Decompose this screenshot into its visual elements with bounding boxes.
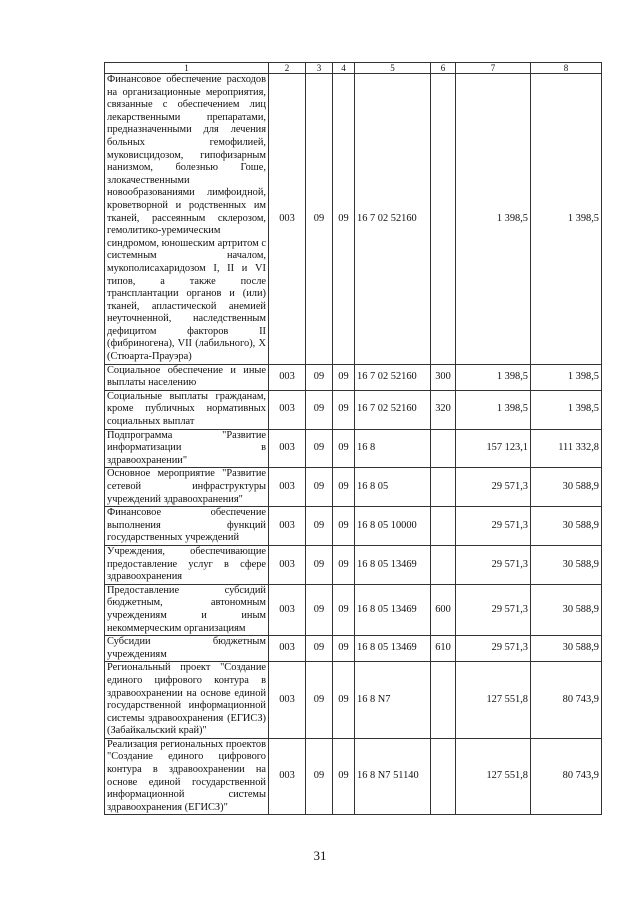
target-article: 16 8 05 13469 bbox=[355, 584, 431, 635]
amount-year-2: 1 398,5 bbox=[531, 364, 602, 390]
amount-year-1: 29 571,3 bbox=[456, 636, 531, 662]
section-code: 09 bbox=[306, 545, 333, 584]
expense-type bbox=[431, 507, 456, 546]
col-header-5: 5 bbox=[355, 63, 431, 74]
expense-type bbox=[431, 545, 456, 584]
amount-year-2: 30 588,9 bbox=[531, 584, 602, 635]
amount-year-2: 1 398,5 bbox=[531, 390, 602, 429]
subsection-code: 09 bbox=[333, 662, 355, 739]
col-header-7: 7 bbox=[456, 63, 531, 74]
expense-type bbox=[431, 468, 456, 507]
col-header-4: 4 bbox=[333, 63, 355, 74]
expense-type bbox=[431, 738, 456, 815]
admin-code: 003 bbox=[269, 662, 306, 739]
admin-code: 003 bbox=[269, 545, 306, 584]
admin-code: 003 bbox=[269, 468, 306, 507]
subsection-code: 09 bbox=[333, 584, 355, 635]
section-code: 09 bbox=[306, 390, 333, 429]
table-row bbox=[105, 662, 602, 739]
amount-year-2: 80 743,9 bbox=[531, 662, 602, 739]
col-header-8: 8 bbox=[531, 63, 602, 74]
expense-type bbox=[431, 429, 456, 468]
admin-code: 003 bbox=[269, 390, 306, 429]
col-header-6: 6 bbox=[431, 63, 456, 74]
page-number: 31 bbox=[313, 848, 327, 863]
target-article: 16 8 N7 51140 bbox=[355, 738, 431, 815]
budget-table bbox=[104, 62, 602, 815]
section-code: 09 bbox=[306, 74, 333, 365]
section-code: 09 bbox=[306, 584, 333, 635]
amount-year-1: 1 398,5 bbox=[456, 74, 531, 365]
amount-year-1: 157 123,1 bbox=[456, 429, 531, 468]
amount-year-1: 127 551,8 bbox=[456, 662, 531, 739]
subsection-code: 09 bbox=[333, 738, 355, 815]
admin-code: 003 bbox=[269, 74, 306, 365]
row-name: Социальное обеспечение и иные выплаты населению bbox=[105, 364, 269, 390]
table-row bbox=[105, 636, 602, 662]
section-code: 09 bbox=[306, 738, 333, 815]
target-article: 16 8 05 10000 bbox=[355, 507, 431, 546]
expense-type: 320 bbox=[431, 390, 456, 429]
row-name: Региональный проект "Создание единого цифрового контура в здравоохранении на основе единой государственной информационной системы здравоохранения (ЕГИСЗ) (Забайкальский край)" bbox=[105, 662, 269, 739]
row-name: Учреждения, обеспечивающие предоставление услуг в сфере здравоохранения bbox=[105, 545, 269, 584]
subsection-code: 09 bbox=[333, 545, 355, 584]
amount-year-2: 1 398,5 bbox=[531, 74, 602, 365]
target-article: 16 8 05 13469 bbox=[355, 636, 431, 662]
table-row bbox=[105, 364, 602, 390]
amount-year-2: 30 588,9 bbox=[531, 468, 602, 507]
amount-year-1: 29 571,3 bbox=[456, 468, 531, 507]
expense-type: 600 bbox=[431, 584, 456, 635]
amount-year-1: 127 551,8 bbox=[456, 738, 531, 815]
subsection-code: 09 bbox=[333, 390, 355, 429]
section-code: 09 bbox=[306, 507, 333, 546]
admin-code: 003 bbox=[269, 507, 306, 546]
table-row bbox=[105, 507, 602, 546]
admin-code: 003 bbox=[269, 584, 306, 635]
section-code: 09 bbox=[306, 636, 333, 662]
subsection-code: 09 bbox=[333, 364, 355, 390]
table-row bbox=[105, 738, 602, 815]
expense-type: 610 bbox=[431, 636, 456, 662]
subsection-code: 09 bbox=[333, 74, 355, 365]
admin-code: 003 bbox=[269, 364, 306, 390]
expense-type bbox=[431, 74, 456, 365]
section-code: 09 bbox=[306, 364, 333, 390]
amount-year-2: 111 332,8 bbox=[531, 429, 602, 468]
section-code: 09 bbox=[306, 429, 333, 468]
target-article: 16 8 N7 bbox=[355, 662, 431, 739]
amount-year-2: 80 743,9 bbox=[531, 738, 602, 815]
row-name: Предоставление субсидий бюджетным, автономным учреждениям и иным некоммерческим организациям bbox=[105, 584, 269, 635]
amount-year-1: 29 571,3 bbox=[456, 507, 531, 546]
section-code: 09 bbox=[306, 468, 333, 507]
table-row bbox=[105, 390, 602, 429]
row-name: Субсидии бюджетным учреждениям bbox=[105, 636, 269, 662]
table-row bbox=[105, 584, 602, 635]
admin-code: 003 bbox=[269, 636, 306, 662]
row-name: Основное мероприятие "Развитие сетевой инфраструктуры учреждений здравоохранения" bbox=[105, 468, 269, 507]
target-article: 16 7 02 52160 bbox=[355, 364, 431, 390]
table-row bbox=[105, 545, 602, 584]
subsection-code: 09 bbox=[333, 429, 355, 468]
row-name: Финансовое обеспечение выполнения функций государственных учреждений bbox=[105, 507, 269, 546]
section-code: 09 bbox=[306, 662, 333, 739]
subsection-code: 09 bbox=[333, 468, 355, 507]
col-header-2: 2 bbox=[269, 63, 306, 74]
amount-year-1: 29 571,3 bbox=[456, 584, 531, 635]
header-row bbox=[105, 63, 602, 74]
amount-year-2: 30 588,9 bbox=[531, 507, 602, 546]
subsection-code: 09 bbox=[333, 507, 355, 546]
target-article: 16 8 bbox=[355, 429, 431, 468]
table-row bbox=[105, 429, 602, 468]
target-article: 16 8 05 13469 bbox=[355, 545, 431, 584]
admin-code: 003 bbox=[269, 429, 306, 468]
amount-year-1: 1 398,5 bbox=[456, 390, 531, 429]
amount-year-1: 1 398,5 bbox=[456, 364, 531, 390]
row-name: Социальные выплаты гражданам, кроме публичных нормативных социальных выплат bbox=[105, 390, 269, 429]
row-name: Реализация региональных проектов "Создание единого цифрового контура в здравоохранении на основе единой государственной информационной системы здравоохранения (ЕГИСЗ)" bbox=[105, 738, 269, 815]
amount-year-2: 30 588,9 bbox=[531, 636, 602, 662]
table-row bbox=[105, 74, 602, 365]
admin-code: 003 bbox=[269, 738, 306, 815]
col-header-1: 1 bbox=[105, 63, 269, 74]
row-name: Подпрограмма "Развитие информатизации в здравоохранении" bbox=[105, 429, 269, 468]
subsection-code: 09 bbox=[333, 636, 355, 662]
table-row bbox=[105, 468, 602, 507]
target-article: 16 7 02 52160 bbox=[355, 74, 431, 365]
expense-type: 300 bbox=[431, 364, 456, 390]
col-header-3: 3 bbox=[306, 63, 333, 74]
row-name: Финансовое обеспечение расходов на организационные мероприятия, связанные с обеспечением лиц лекарственными препаратами, предназначенными для лечения больных гемофилией, муковисцидозом, гипофизарным нанизмом, болезнью Гоше, злокачественными новообразованиями лимфоидной, кроветворной и родственных им тканей, рассеянным склерозом, гемолитико-уремическим синдромом, юношеским артритом с системным началом, мукополисахаридозом I, II и VI типов, а также после трансплантации органов и (или) тканей, апластической анемией неуточненной, наследственным дефицитом факторов II (фибриногена), VII (лабильного), X (Стюарта-Прауэра) bbox=[105, 74, 269, 365]
amount-year-1: 29 571,3 bbox=[456, 545, 531, 584]
amount-year-2: 30 588,9 bbox=[531, 545, 602, 584]
target-article: 16 8 05 bbox=[355, 468, 431, 507]
expense-type bbox=[431, 662, 456, 739]
target-article: 16 7 02 52160 bbox=[355, 390, 431, 429]
